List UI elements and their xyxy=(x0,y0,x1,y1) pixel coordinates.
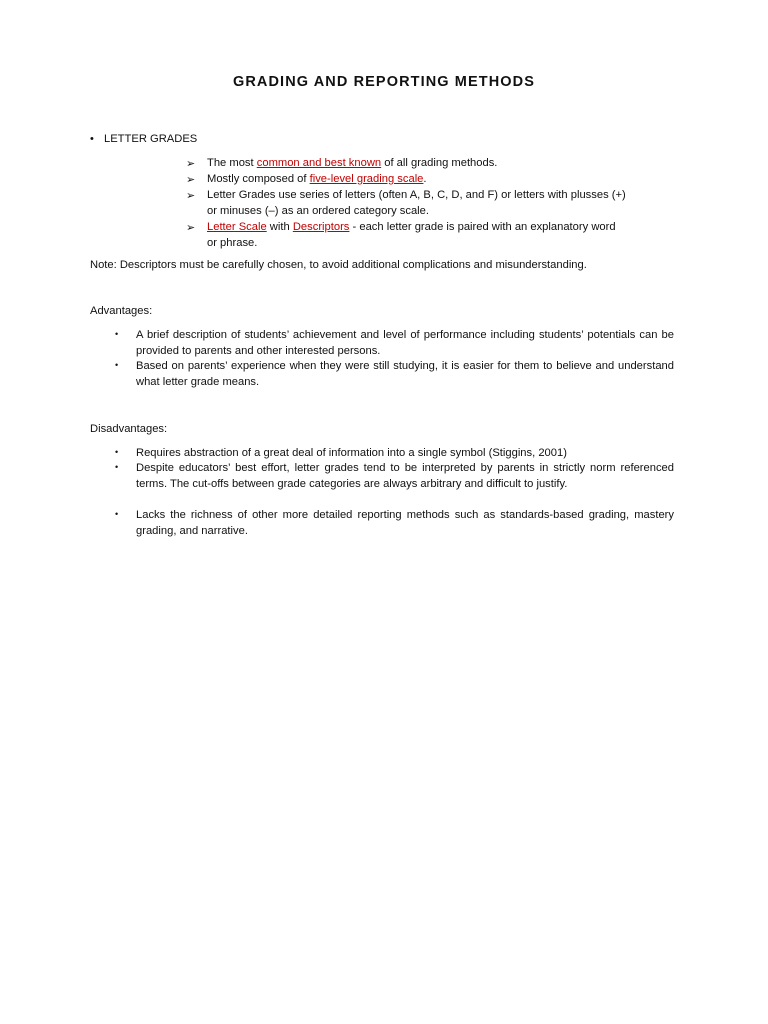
list-bullet: • xyxy=(115,360,119,370)
list-item: Letter Scale with Descriptors - each letter grade is paired with an explanatory word or phrase. xyxy=(207,221,616,249)
arrow-marker: ➢ xyxy=(186,222,196,234)
highlight-text: common and best known xyxy=(256,157,382,169)
highlight-text: five-level grading scale xyxy=(309,173,424,185)
list-item: Based on parents’ experience when they were still studying, it is easier for them to believe and understand what letter grade means. xyxy=(136,360,674,388)
list-bullet: • xyxy=(115,329,119,339)
list-item: A brief description of students’ achievement and level of performance including students’ potentials can be provided to parents and other interested persons. xyxy=(136,329,674,357)
list-item: The most common and best known of all grading methods. xyxy=(207,157,498,169)
arrow-marker: ➢ xyxy=(186,158,196,170)
highlight-text: Letter Scale xyxy=(207,221,267,233)
list-bullet: • xyxy=(115,462,119,472)
list-item: Letter Grades use series of letters (often A, B, C, D, and F) or letters with plusses (+) or minuses (–) as an ordered category scale. xyxy=(207,189,626,217)
list-bullet: • xyxy=(115,447,119,457)
page-title: GRADING AND REPORTING METHODS xyxy=(232,74,536,90)
list-item: Despite educators’ best effort, letter grades tend to be interpreted by parents in strictly norm referenced terms. The cut-offs between grade categories are always arbitrary and difficult to justify. xyxy=(136,462,674,490)
list-bullet: • xyxy=(115,509,119,519)
heading-bullet: • xyxy=(90,133,94,145)
list-item: Mostly composed of five-level grading scale. xyxy=(207,173,427,185)
list-item: Requires abstraction of a great deal of information into a single symbol (Stiggins, 2001) xyxy=(136,447,567,459)
section-heading: LETTER GRADES xyxy=(104,133,198,145)
list-item: Lacks the richness of other more detailed reporting methods such as standards-based grading, mastery grading, and narrative. xyxy=(136,509,674,537)
arrow-marker: ➢ xyxy=(186,190,196,202)
note-text: Note: Descriptors must be carefully chosen, to avoid additional complications and misunderstanding. xyxy=(90,259,587,271)
advantages-heading: Advantages: xyxy=(90,305,153,317)
highlight-text: Descriptors xyxy=(292,221,350,233)
disadvantages-heading: Disadvantages: xyxy=(90,423,168,435)
arrow-marker: ➢ xyxy=(186,174,196,186)
